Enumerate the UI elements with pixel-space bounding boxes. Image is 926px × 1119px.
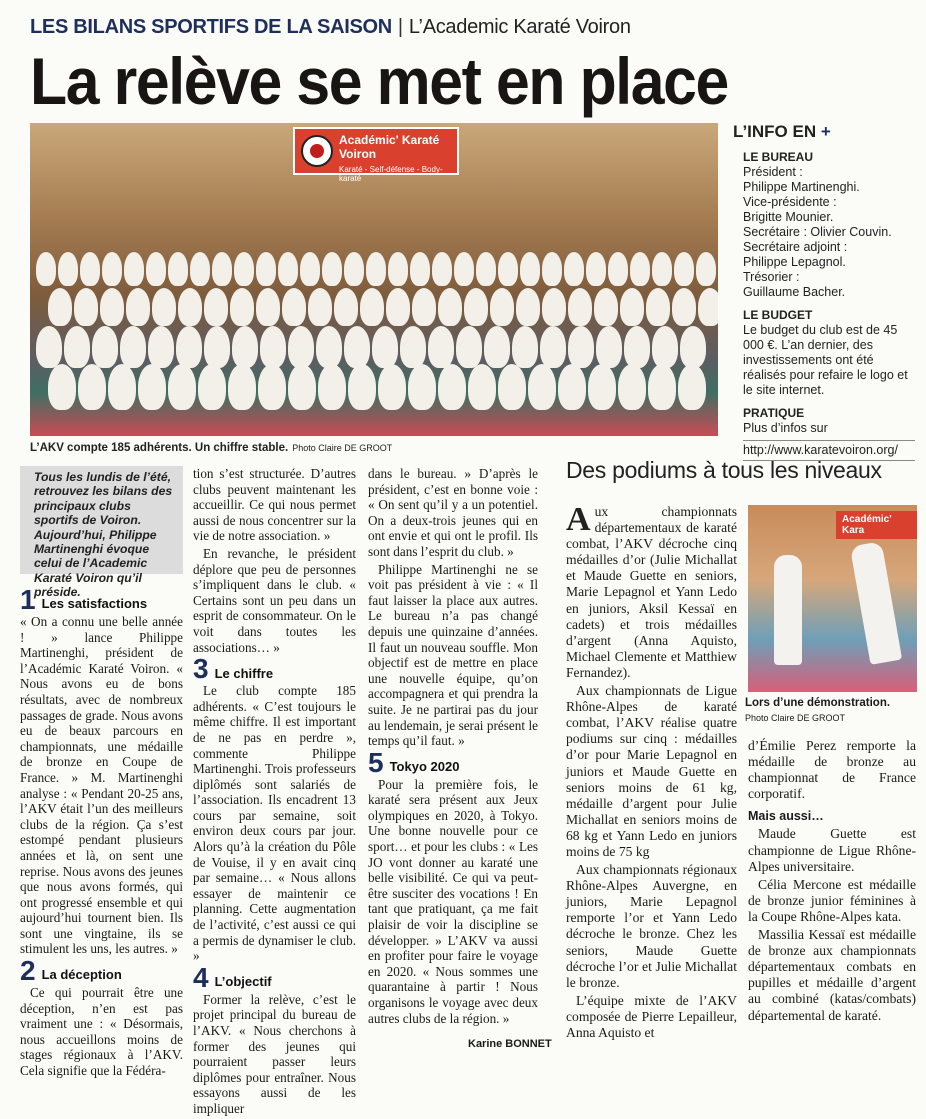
person-figure — [412, 288, 436, 326]
paragraph: « On a connu une belle année ! » lance Philippe Martinenghi, président de l’Académic Karaté Voiron. « Nous avons eu de bons résultats, avec de nombreux passages de grade. Nous avons eu de beaux parcours en championnats, une médaille de bronze en Coupe de France. » M. Martinenghi analyse : « Pendant 20-25 ans, l’AKV était l’un des meilleurs clubs de la région. Ça s’est estompé pendant plusieurs années et là, on sent une reprise. Nous avons des jeunes que nous avons formés, qui ont progressé ensemble et qui aujourd’hui tournent bien. Ils sont une vingtaine, ils se stimulent les uns, les autres. » — [20, 614, 183, 957]
person-figure — [36, 252, 56, 286]
person-figure — [516, 288, 540, 326]
person-figure — [408, 364, 436, 410]
section-title: Les satisfactions — [41, 596, 148, 612]
person-figure — [344, 326, 370, 368]
person-figure — [318, 364, 346, 410]
person-figure — [322, 252, 342, 286]
paragraph: Former la relève, c’est le projet principal du bureau de l’AKV. « Nous cherchons à former des jeunes qui pourraient passer leurs diplômes pour entraîner. Nous essayons aussi de les impliquer — [193, 991, 356, 1116]
paragraph: Massilia Kessaï est médaille de bronze aux championnats départementaux combats en pupilles et médaille d’argent au combiné (katas/combats) départemental de karaté. — [748, 927, 916, 1023]
person-figure — [204, 326, 230, 368]
person-figure — [696, 252, 716, 286]
person-figure — [608, 252, 628, 286]
person-figure — [674, 252, 694, 286]
person-figure — [308, 288, 332, 326]
person-figure — [454, 252, 474, 286]
club-name: L’Academic Karaté Voiron — [408, 16, 631, 38]
person-figure — [520, 252, 540, 286]
karateka-figure — [850, 541, 902, 665]
drop-cap: A — [566, 501, 591, 538]
person-figure — [648, 364, 676, 410]
section-number: 1 — [20, 584, 36, 615]
karateka-figure — [774, 555, 802, 665]
person-figure — [456, 326, 482, 368]
person-figure — [234, 252, 254, 286]
bureau-line: Vice-présidente : — [743, 195, 837, 209]
paragraph: Pour la première fois, le karaté sera présent aux Jeux olympiques en 2020, à Tokyo. Une bonne nouvelle pour ce sport… et pour les clubs : « Les JO vont donner au karaté une belle visibilité. Ce qui va peut-être susciter des vocations ! En tant que pratiquant, ça me fait plaisir de voir la discipline se développer. » L’AKV va aussi en profiter pour faire le voyage en 2020. « Nous sommes une quarantaine à partir ! Nous organisons le voyage avec deux autres clubs de la région. » — [368, 776, 538, 1026]
crowd-figures — [30, 206, 718, 436]
kicker-label: LES BILANS SPORTIFS DE LA SAISON — [30, 16, 392, 38]
article-column-3 — [368, 466, 538, 1028]
person-figure — [108, 364, 136, 410]
person-figure — [80, 252, 100, 286]
paragraph: Aux championnats de Ligue Rhône-Alpes de karaté combat, l’AKV réalise quatre podiums sur cinq : médailles d’or pour Marie Lepagnol en juniors et Maude Guette en seniors moins de 61 kg, médaille d’argent pour Julie Michallat en seniors moins de 68 kg et Yann Ledo en juniors moins de 75 kg — [566, 683, 737, 859]
person-figure — [542, 252, 562, 286]
info-title-text: L’INFO EN — [733, 122, 817, 141]
person-figure — [646, 288, 670, 326]
demo-credit: Photo Claire DE GROOT — [745, 713, 846, 723]
person-figure — [484, 326, 510, 368]
person-figure — [490, 288, 514, 326]
paragraph: Aux championnats régionaux Rhône-Alpes Auvergne, en juniors, Marie Lepagnol remporte l’or et Yann Ledo décroche le bronze. Chez les seniors, Maude Guette décroche l’or et Julie Michallat le bronze. — [566, 862, 737, 990]
section-heading — [20, 584, 183, 615]
info-sidebar — [733, 122, 915, 461]
paragraph: L’équipe mixte de l’AKV composée de Pierre Lepailleur, Anna Aquisto et — [566, 992, 737, 1040]
person-figure — [232, 326, 258, 368]
budget-heading: LE BUDGET — [743, 308, 813, 322]
person-figure — [256, 288, 280, 326]
photo-caption — [30, 442, 392, 454]
bureau-line: Philippe Lepagnol. — [743, 255, 846, 269]
person-figure — [652, 326, 678, 368]
paragraph: Maude Guette est championne de Ligue Rhône-Alpes universitaire. — [748, 826, 916, 874]
section-title: Le chiffre — [214, 665, 274, 681]
section-heading — [20, 955, 183, 987]
budget-text: Le budget du club est de 45 000 €. L’an dernier, des investissements ont été réalisés pour refaire le logo et le site internet. — [743, 323, 908, 397]
section-title: Tokyo 2020 — [389, 759, 460, 775]
demo-banner: Académic' Kara — [836, 511, 917, 539]
person-figure — [148, 326, 174, 368]
person-figure — [204, 288, 228, 326]
person-figure — [124, 252, 144, 286]
person-figure — [512, 326, 538, 368]
group-photo — [30, 123, 718, 436]
person-figure — [258, 364, 286, 410]
headline: La relève se met en place — [30, 44, 728, 118]
person-figure — [146, 252, 166, 286]
intro-box: Tous les lundis de l’été, retrouvez les bilans des principaux clubs sportifs de Voiron. Aujourd’hui, Philippe Martinenghi évoque celui de l’Academic Karaté Voiron qu’il préside. — [20, 466, 183, 574]
section-kicker — [30, 16, 631, 39]
banner-subtitle: Karaté - Self-défense - Body-karaté — [339, 165, 443, 183]
person-figure — [178, 288, 202, 326]
person-figure — [100, 288, 124, 326]
person-figure — [190, 252, 210, 286]
person-figure — [568, 288, 592, 326]
person-figure — [468, 364, 496, 410]
person-figure — [260, 326, 286, 368]
person-figure — [498, 252, 518, 286]
person-figure — [596, 326, 622, 368]
pratique-text: Plus d’infos sur — [743, 421, 828, 435]
podiums-column-1 — [566, 501, 737, 1043]
paragraph: En revanche, le président déplore que peu de personnes s’impliquent dans le club. « Certains sont un peu dans un esprit de consommateur. On le voit dans toutes les associations… » — [193, 545, 356, 655]
person-figure — [540, 326, 566, 368]
person-figure — [498, 364, 526, 410]
podiums-title: Des podiums à tous les niveaux — [566, 457, 882, 483]
website-link[interactable]: http://www.karatevoiron.org/ — [743, 440, 915, 461]
person-figure — [568, 326, 594, 368]
section-heading — [368, 746, 538, 778]
person-figure — [672, 288, 696, 326]
paragraph: Philippe Martinenghi ne se voit pas président à vie : « Il faut laisser la place aux autres. Le bureau n’a pas changé depuis une quinzaine d’années. Il faut un nouveau souffle. Mon objectif est de mettre en place une nouvelle équipe, qu’on accompagnera et qui prendra la suite. Je ne partirai pas du jour au lendemain, je serai présent le temps qu’il faut. » — [368, 561, 538, 749]
paragraph: d’Émilie Perez remporte la médaille de bronze au championnat de France corporatif. — [748, 738, 916, 802]
person-figure — [176, 326, 202, 368]
caption-text: L’AKV compte 185 adhérents. Un chiffre stable. — [30, 442, 289, 454]
club-banner — [293, 127, 459, 183]
person-figure — [300, 252, 320, 286]
bureau-line: Secrétaire : Olivier Couvin. — [743, 225, 892, 239]
person-figure — [372, 326, 398, 368]
person-figure — [348, 364, 376, 410]
section-number: 2 — [20, 955, 36, 987]
person-figure — [168, 364, 196, 410]
paragraph: Célia Mercone est médaille de bronze junior féminines à la Coupe Rhône-Alpes kata. — [748, 876, 916, 924]
person-figure — [102, 252, 122, 286]
person-figure — [678, 364, 706, 410]
paragraph: dans le bureau. » D’après le président, c’est en bonne voie : « On sent qu’il y a un potentiel. On a deux-trois jeunes qui en ont envie et qui ont le profil. Ils sont dans l’esprit du club. » — [368, 466, 538, 559]
person-figure — [48, 288, 72, 326]
paragraph — [566, 501, 737, 681]
person-figure — [198, 364, 226, 410]
person-figure — [428, 326, 454, 368]
pratique-heading: PRATIQUE — [743, 406, 805, 420]
person-figure — [78, 364, 106, 410]
person-figure — [256, 252, 276, 286]
person-figure — [698, 288, 718, 326]
person-figure — [36, 326, 62, 368]
person-figure — [334, 288, 358, 326]
person-figure — [386, 288, 410, 326]
person-figure — [680, 326, 706, 368]
person-figure — [120, 326, 146, 368]
person-figure — [586, 252, 606, 286]
person-figure — [366, 252, 386, 286]
section-number: 4 — [193, 961, 209, 993]
person-figure — [620, 288, 644, 326]
byline: Karine BONNET — [468, 1038, 552, 1050]
paragraph: tion s’est structurée. D’autres clubs peuvent maintenant les accueillir. Ce qui nous permet aussi de nous concentrer sur la vie de notre association. » — [193, 466, 356, 544]
person-figure — [528, 364, 556, 410]
person-figure — [438, 364, 466, 410]
person-figure — [464, 288, 488, 326]
person-figure — [476, 252, 496, 286]
paragraph-text: ux championnats départementaux de karaté combat, l’AKV décroche cinq médailles d’or (Julie Michallat et Maude Guette en seniors, Marie Lepagnol et Yann Ledo en juniors, Aksil Kessaï en cadets) et trois médailles d’argent (Anna Aquisto, Michael Clemente et Matthiew Fernandez). — [566, 504, 737, 680]
article-column-2 — [193, 466, 356, 1119]
person-figure — [564, 252, 584, 286]
person-figure — [652, 252, 672, 286]
person-figure — [152, 288, 176, 326]
person-figure — [344, 252, 364, 286]
demo-caption: Lors d’une démonstration. — [745, 697, 891, 709]
bureau-line: Secrétaire adjoint : — [743, 240, 848, 254]
bureau-line: Guillaume Bacher. — [743, 285, 846, 299]
section-number: 3 — [193, 653, 209, 685]
bureau-heading: LE BUREAU — [743, 150, 814, 164]
bureau-line: Brigitte Mounier. — [743, 210, 834, 224]
person-figure — [558, 364, 586, 410]
section-title: L’objectif — [214, 974, 272, 990]
person-figure — [618, 364, 646, 410]
person-figure — [288, 364, 316, 410]
demonstration-photo — [748, 505, 917, 692]
paragraph: Le club compte 185 adhérents. « C’est toujours le même chiffre. Il est important de ne pas en perdre », commente Philippe Martinenghi. Trois professeurs diplômés sont salariés de l’association. Ils encadrent 13 cours par semaine, soit environ deux cours par jour. Alors qu’à la création du Pôle de Vouise, il y en avait cinq par semaine… « Nous allons essayer de maintenir ce planning. Cette augmentation de l’activité, c’est aussi ce qui a permis de dynamiser le club. » — [193, 683, 356, 964]
person-figure — [230, 288, 254, 326]
person-figure — [378, 364, 406, 410]
person-figure — [58, 252, 78, 286]
paragraph: Ce qui pourrait être une déception, n’en est pas vraiment une : « Désormais, nous accueillons moins de stages régionaux à l’AKV. Cela signifie que la Fédéra- — [20, 985, 183, 1079]
person-figure — [438, 288, 462, 326]
club-logo-icon — [301, 135, 333, 167]
section-heading — [193, 653, 356, 685]
person-figure — [64, 326, 90, 368]
person-figure — [432, 252, 452, 286]
person-figure — [400, 326, 426, 368]
person-figure — [212, 252, 232, 286]
bureau-line: Président : — [743, 165, 803, 179]
banner-title: Académic' Karaté Voiron — [339, 133, 440, 161]
person-figure — [288, 326, 314, 368]
bureau-line: Philippe Martinenghi. — [743, 180, 860, 194]
person-figure — [542, 288, 566, 326]
person-figure — [168, 252, 188, 286]
person-figure — [48, 364, 76, 410]
person-figure — [588, 364, 616, 410]
section-number: 5 — [368, 746, 384, 778]
person-figure — [360, 288, 384, 326]
person-figure — [74, 288, 98, 326]
article-column-1 — [20, 586, 183, 1081]
person-figure — [624, 326, 650, 368]
person-figure — [278, 252, 298, 286]
person-figure — [92, 326, 118, 368]
kicker-separator: | — [397, 16, 403, 38]
person-figure — [126, 288, 150, 326]
section-heading — [193, 961, 356, 993]
person-figure — [630, 252, 650, 286]
section-title: La déception — [41, 967, 122, 983]
podiums-column-2 — [748, 738, 916, 1026]
bureau-line: Trésorier : — [743, 270, 800, 284]
plus-icon: + — [820, 122, 831, 141]
info-title — [733, 122, 915, 142]
photo-credit: Photo Claire DE GROOT — [292, 443, 393, 453]
person-figure — [316, 326, 342, 368]
mais-aussi-heading: Mais aussi… — [748, 809, 824, 824]
person-figure — [138, 364, 166, 410]
person-figure — [388, 252, 408, 286]
person-figure — [410, 252, 430, 286]
person-figure — [228, 364, 256, 410]
person-figure — [282, 288, 306, 326]
person-figure — [594, 288, 618, 326]
